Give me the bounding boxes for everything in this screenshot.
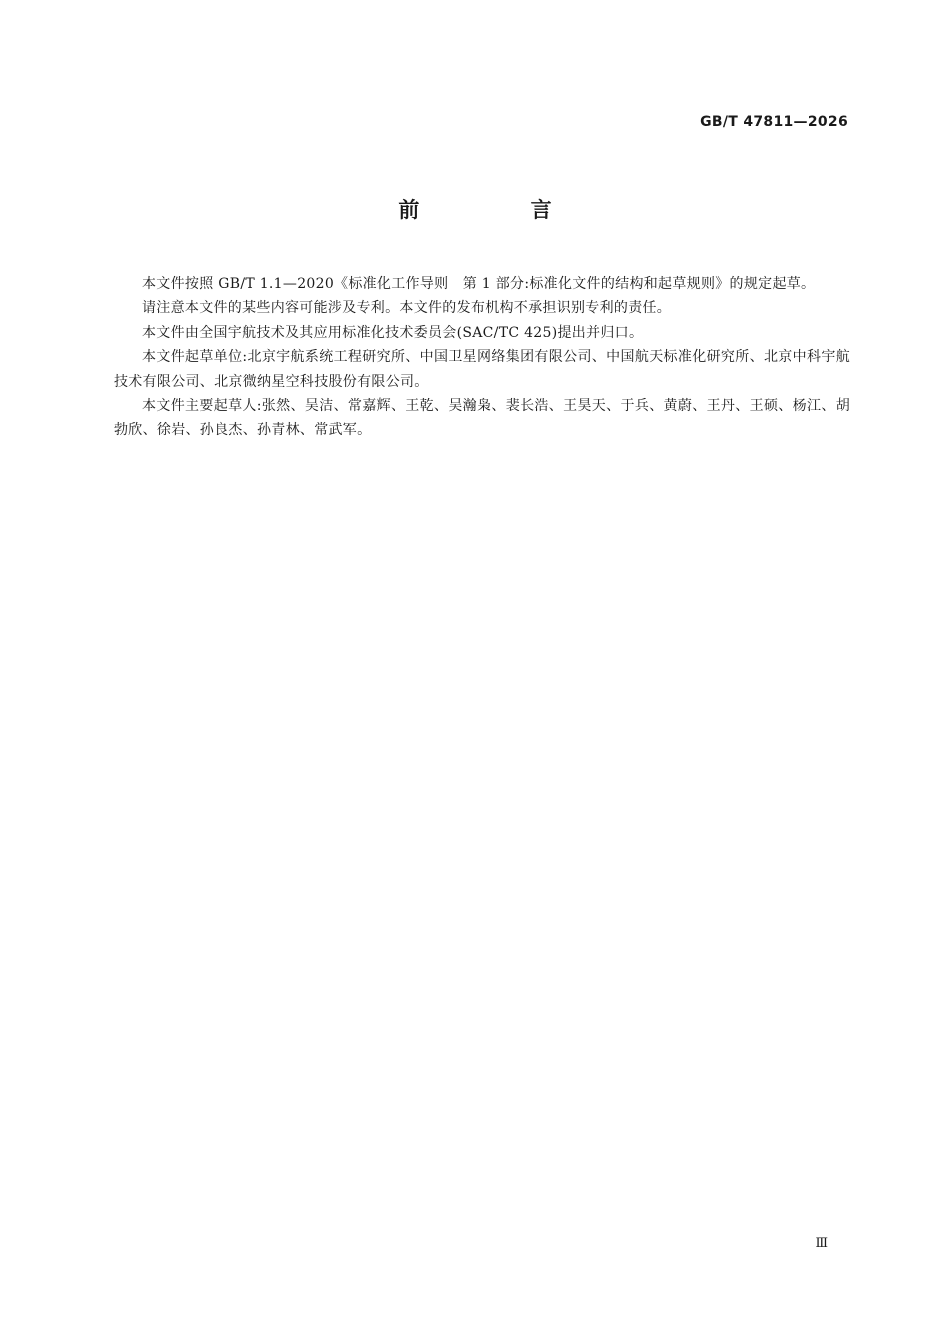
- paragraph-committee: 本文件由全国宇航技术及其应用标准化技术委员会(SAC/TC 425)提出并归口。: [142, 324, 644, 341]
- page-number: Ⅲ: [815, 1236, 828, 1251]
- paragraph-patent-notice: 请注意本文件的某些内容可能涉及专利。本文件的发布机构不承担识别专利的责任。: [142, 300, 672, 317]
- preface-body: [114, 272, 850, 443]
- paragraph-drafters: 本文件主要起草人:张然、吴洁、常嘉辉、王乾、吴瀚枭、裴长浩、王昊天、于兵、黄蔚、王丹、王硕、杨江、胡勃欣、徐岩、孙良杰、孙青林、常武军。: [114, 398, 850, 439]
- page-title: 前 言: [398, 198, 604, 222]
- paragraph-drafting-rules: 本文件按照 GB/T 1.1—2020《标准化工作导则 第 1 部分:标准化文件的结构和起草规则》的规定起草。: [142, 276, 816, 292]
- paragraph-drafting-units: 本文件起草单位:北京宇航系统工程研究所、中国卫星网络集团有限公司、中国航天标准化研究所、北京中科宇航技术有限公司、北京微纳星空科技股份有限公司。: [114, 349, 850, 390]
- standard-code: GB/T 47811—2026: [700, 114, 848, 130]
